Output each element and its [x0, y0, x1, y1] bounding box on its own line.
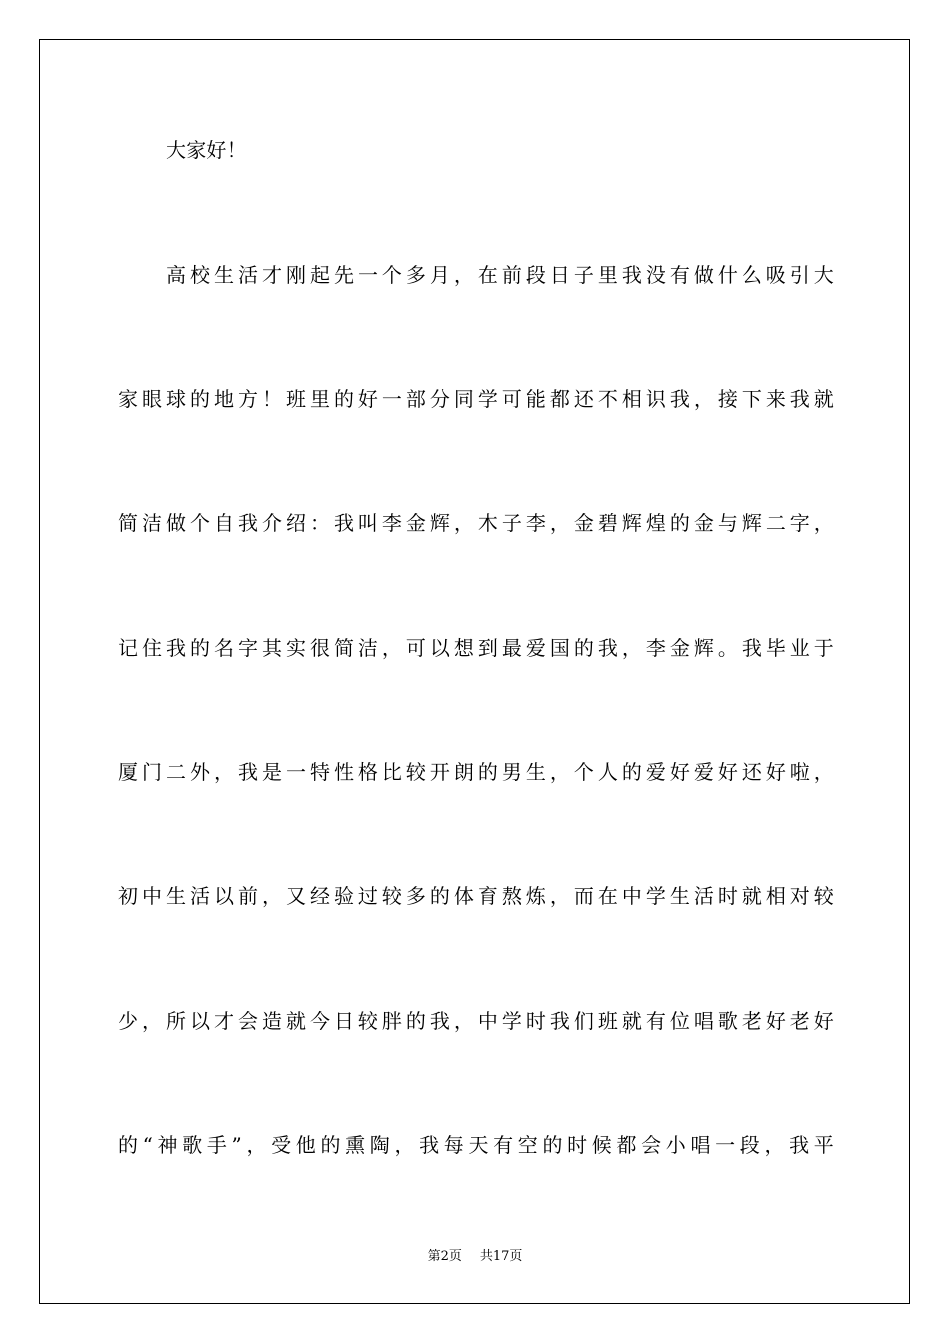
page-number: 第2页: [427, 1249, 462, 1264]
body-line-6: 初中生活以前，又经验过较多的体育熬炼，而在中学生活时就相对较: [118, 884, 834, 908]
greeting-line: 大家好！: [166, 138, 247, 162]
page-footer: [0, 1248, 950, 1266]
body-line-1: 高校生活才刚起先一个多月，在前段日子里我没有做什么吸引大: [166, 263, 834, 287]
body-line-3: 简洁做个自我介绍：我叫李金辉，木子李，金碧辉煌的金与辉二字，: [118, 511, 834, 535]
body-line-8: 的“神歌手”，受他的熏陶，我每天有空的时候都会小唱一段，我平: [118, 1133, 834, 1157]
body-line-4: 记住我的名字其实很简洁，可以想到最爱国的我，李金辉。我毕业于: [118, 636, 834, 660]
total-pages: 共17页: [479, 1249, 523, 1264]
body-line-2: 家眼球的地方！班里的好一部分同学可能都还不相识我，接下来我就: [118, 387, 834, 411]
body-line-7: 少，所以才会造就今日较胖的我，中学时我们班就有位唱歌老好老好: [118, 1009, 834, 1033]
page-frame: [39, 39, 910, 1304]
body-line-5: 厦门二外，我是一特性格比较开朗的男生，个人的爱好爱好还好啦，: [118, 760, 834, 784]
